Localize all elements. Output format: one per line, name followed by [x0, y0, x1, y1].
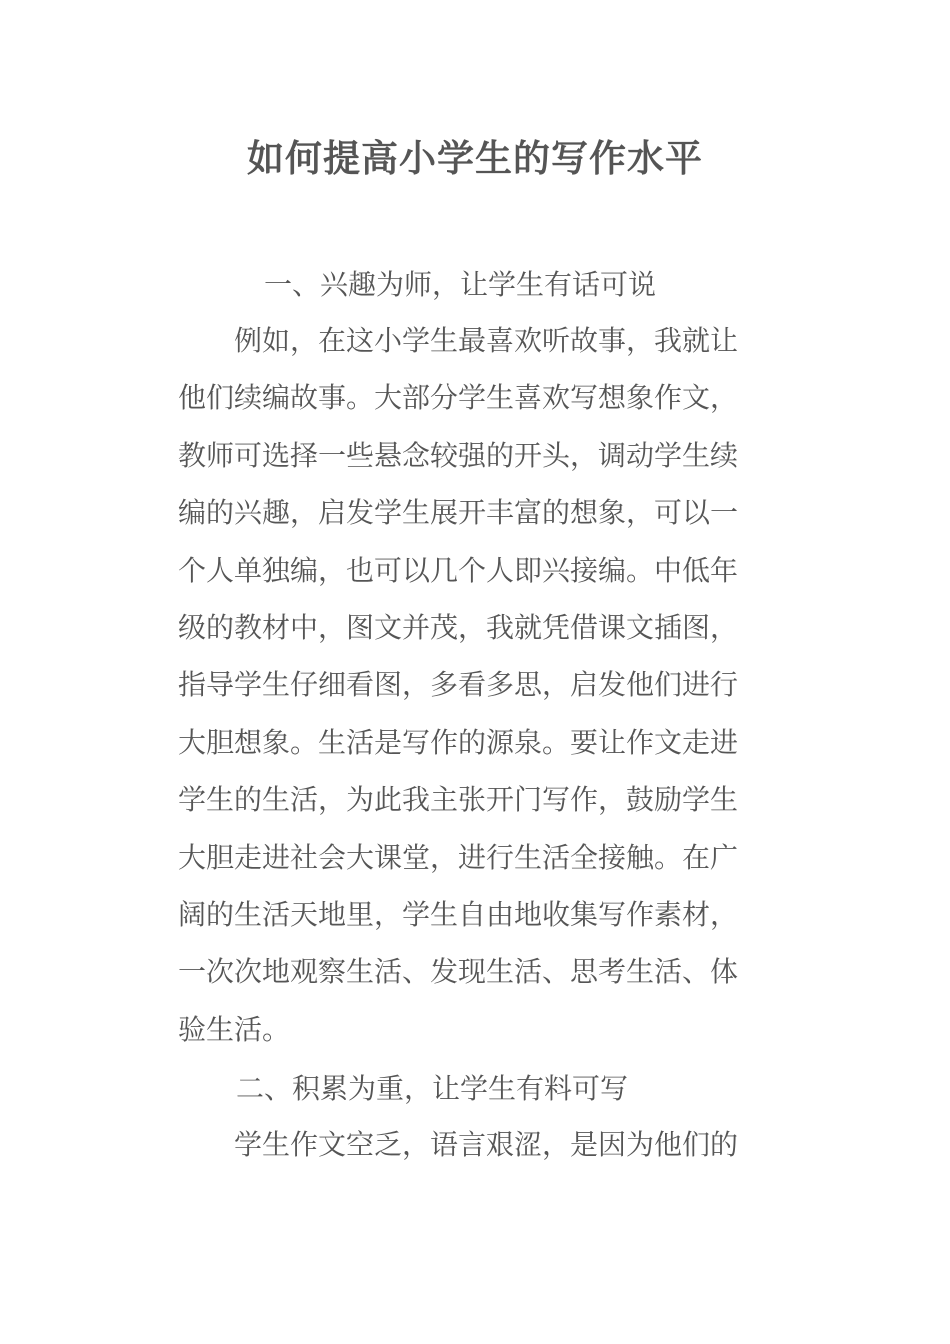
paragraph-line: 教师可选择一些悬念较强的开头，调动学生续 — [178, 438, 739, 472]
section-heading-2: 二、积累为重，让学生有料可写 — [236, 1072, 629, 1105]
paragraph-line: 学生的生活，为此我主张开门写作，鼓励学生 — [178, 783, 739, 817]
paragraph-line: 学生作文空乏，语言艰涩，是因为他们的 — [178, 1128, 739, 1161]
paragraph-line: 个人单独编，也可以几个人即兴接编。中低年 — [178, 553, 739, 587]
section-paragraph-2 — [178, 1116, 768, 1173]
section-paragraph-1 — [178, 312, 768, 1058]
paragraph-line: 大胆想象。生活是写作的源泉。要让作文走进 — [178, 725, 739, 759]
paragraph-line: 指导学生仔细看图，多看多思，启发他们进行 — [178, 668, 739, 702]
paragraph-line: 他们续编故事。大部分学生喜欢写想象作文， — [178, 381, 739, 415]
paragraph-line: 级的教材中，图文并茂，我就凭借课文插图， — [178, 610, 739, 644]
paragraph-line: 验生活。 — [178, 1012, 291, 1046]
document-title: 如何提高小学生的写作水平 — [247, 136, 703, 180]
paragraph-line: 例如，在这小学生最喜欢听故事，我就让 — [178, 324, 739, 357]
section-heading-1: 一、兴趣为师，让学生有话可说 — [264, 268, 657, 301]
paragraph-line: 大胆走进社会大课堂，进行生活全接触。在广 — [178, 840, 739, 874]
paragraph-line: 编的兴趣，启发学生展开丰富的想象，可以一 — [178, 496, 739, 530]
paragraph-line: 一次次地观察生活、发现生活、思考生活、体 — [178, 955, 739, 989]
paragraph-line: 阔的生活天地里，学生自由地收集写作素材， — [178, 897, 739, 931]
